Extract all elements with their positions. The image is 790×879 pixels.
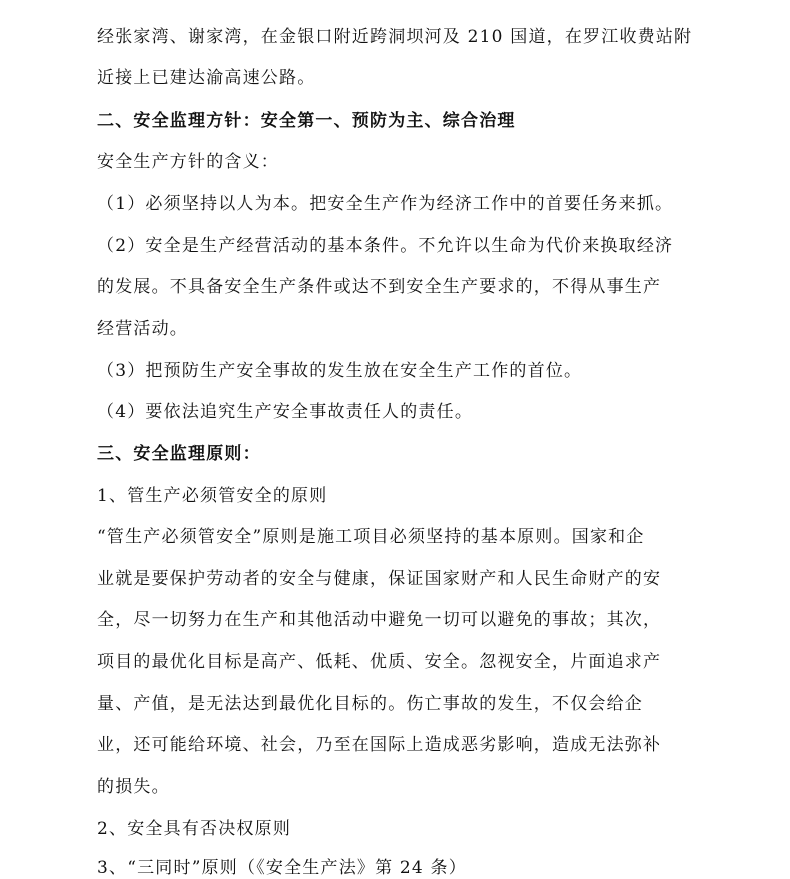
paragraph-line: 的发展。不具备安全生产条件或达不到安全生产要求的，不得从事生产 — [97, 277, 662, 297]
section-heading: 二、安全监理方针：安全第一、预防为主、综合治理 — [97, 111, 516, 131]
subsection-heading: 1、管生产必须管安全的原则 — [97, 486, 328, 506]
paragraph-line: 全，尽一切努力在生产和其他活动中避免一切可以避免的事故；其次， — [97, 610, 662, 630]
section-heading: 三、安全监理原则： — [97, 444, 261, 464]
paragraph-line: 量、产值，是无法达到最优化目标的。伤亡事故的发生，不仅会给企 — [97, 694, 643, 714]
paragraph-line: 业，还可能给环境、社会，乃至在国际上造成恶劣影响，造成无法弥补 — [97, 735, 662, 755]
subsection-heading: 2、安全具有否决权原则 — [97, 819, 292, 839]
paragraph-line: 经张家湾、谢家湾，在金银口附近跨洞坝河及 210 国道，在罗江收费站附 — [97, 27, 693, 47]
paragraph-line: 项目的最优化目标是高产、低耗、优质、安全。忽视安全，片面追求产 — [97, 652, 662, 672]
list-item: （2）安全是生产经营活动的基本条件。不允许以生命为代价来换取经济 — [97, 236, 674, 256]
paragraph-line: 业就是要保护劳动者的安全与健康，保证国家财产和人民生命财产的安 — [97, 569, 662, 589]
paragraph-line: 近接上已建达渝高速公路。 — [97, 68, 316, 88]
list-item: （4）要依法追究生产安全事故责任人的责任。 — [97, 402, 474, 422]
list-item: （3）把预防生产安全事故的发生放在安全生产工作的首位。 — [97, 361, 583, 381]
paragraph-line: “管生产必须管安全”原则是施工项目必须坚持的基本原则。国家和企 — [97, 527, 645, 547]
list-item: （1）必须坚持以人为本。把安全生产作为经济工作中的首要任务来抓。 — [97, 194, 674, 214]
paragraph-line: 的损失。 — [97, 777, 170, 797]
paragraph-line: 安全生产方针的含义： — [97, 152, 279, 172]
subsection-heading: 3、“三同时”原则（《安全生产法》第 24 条） — [97, 858, 467, 878]
paragraph-line: 经营活动。 — [97, 319, 188, 339]
